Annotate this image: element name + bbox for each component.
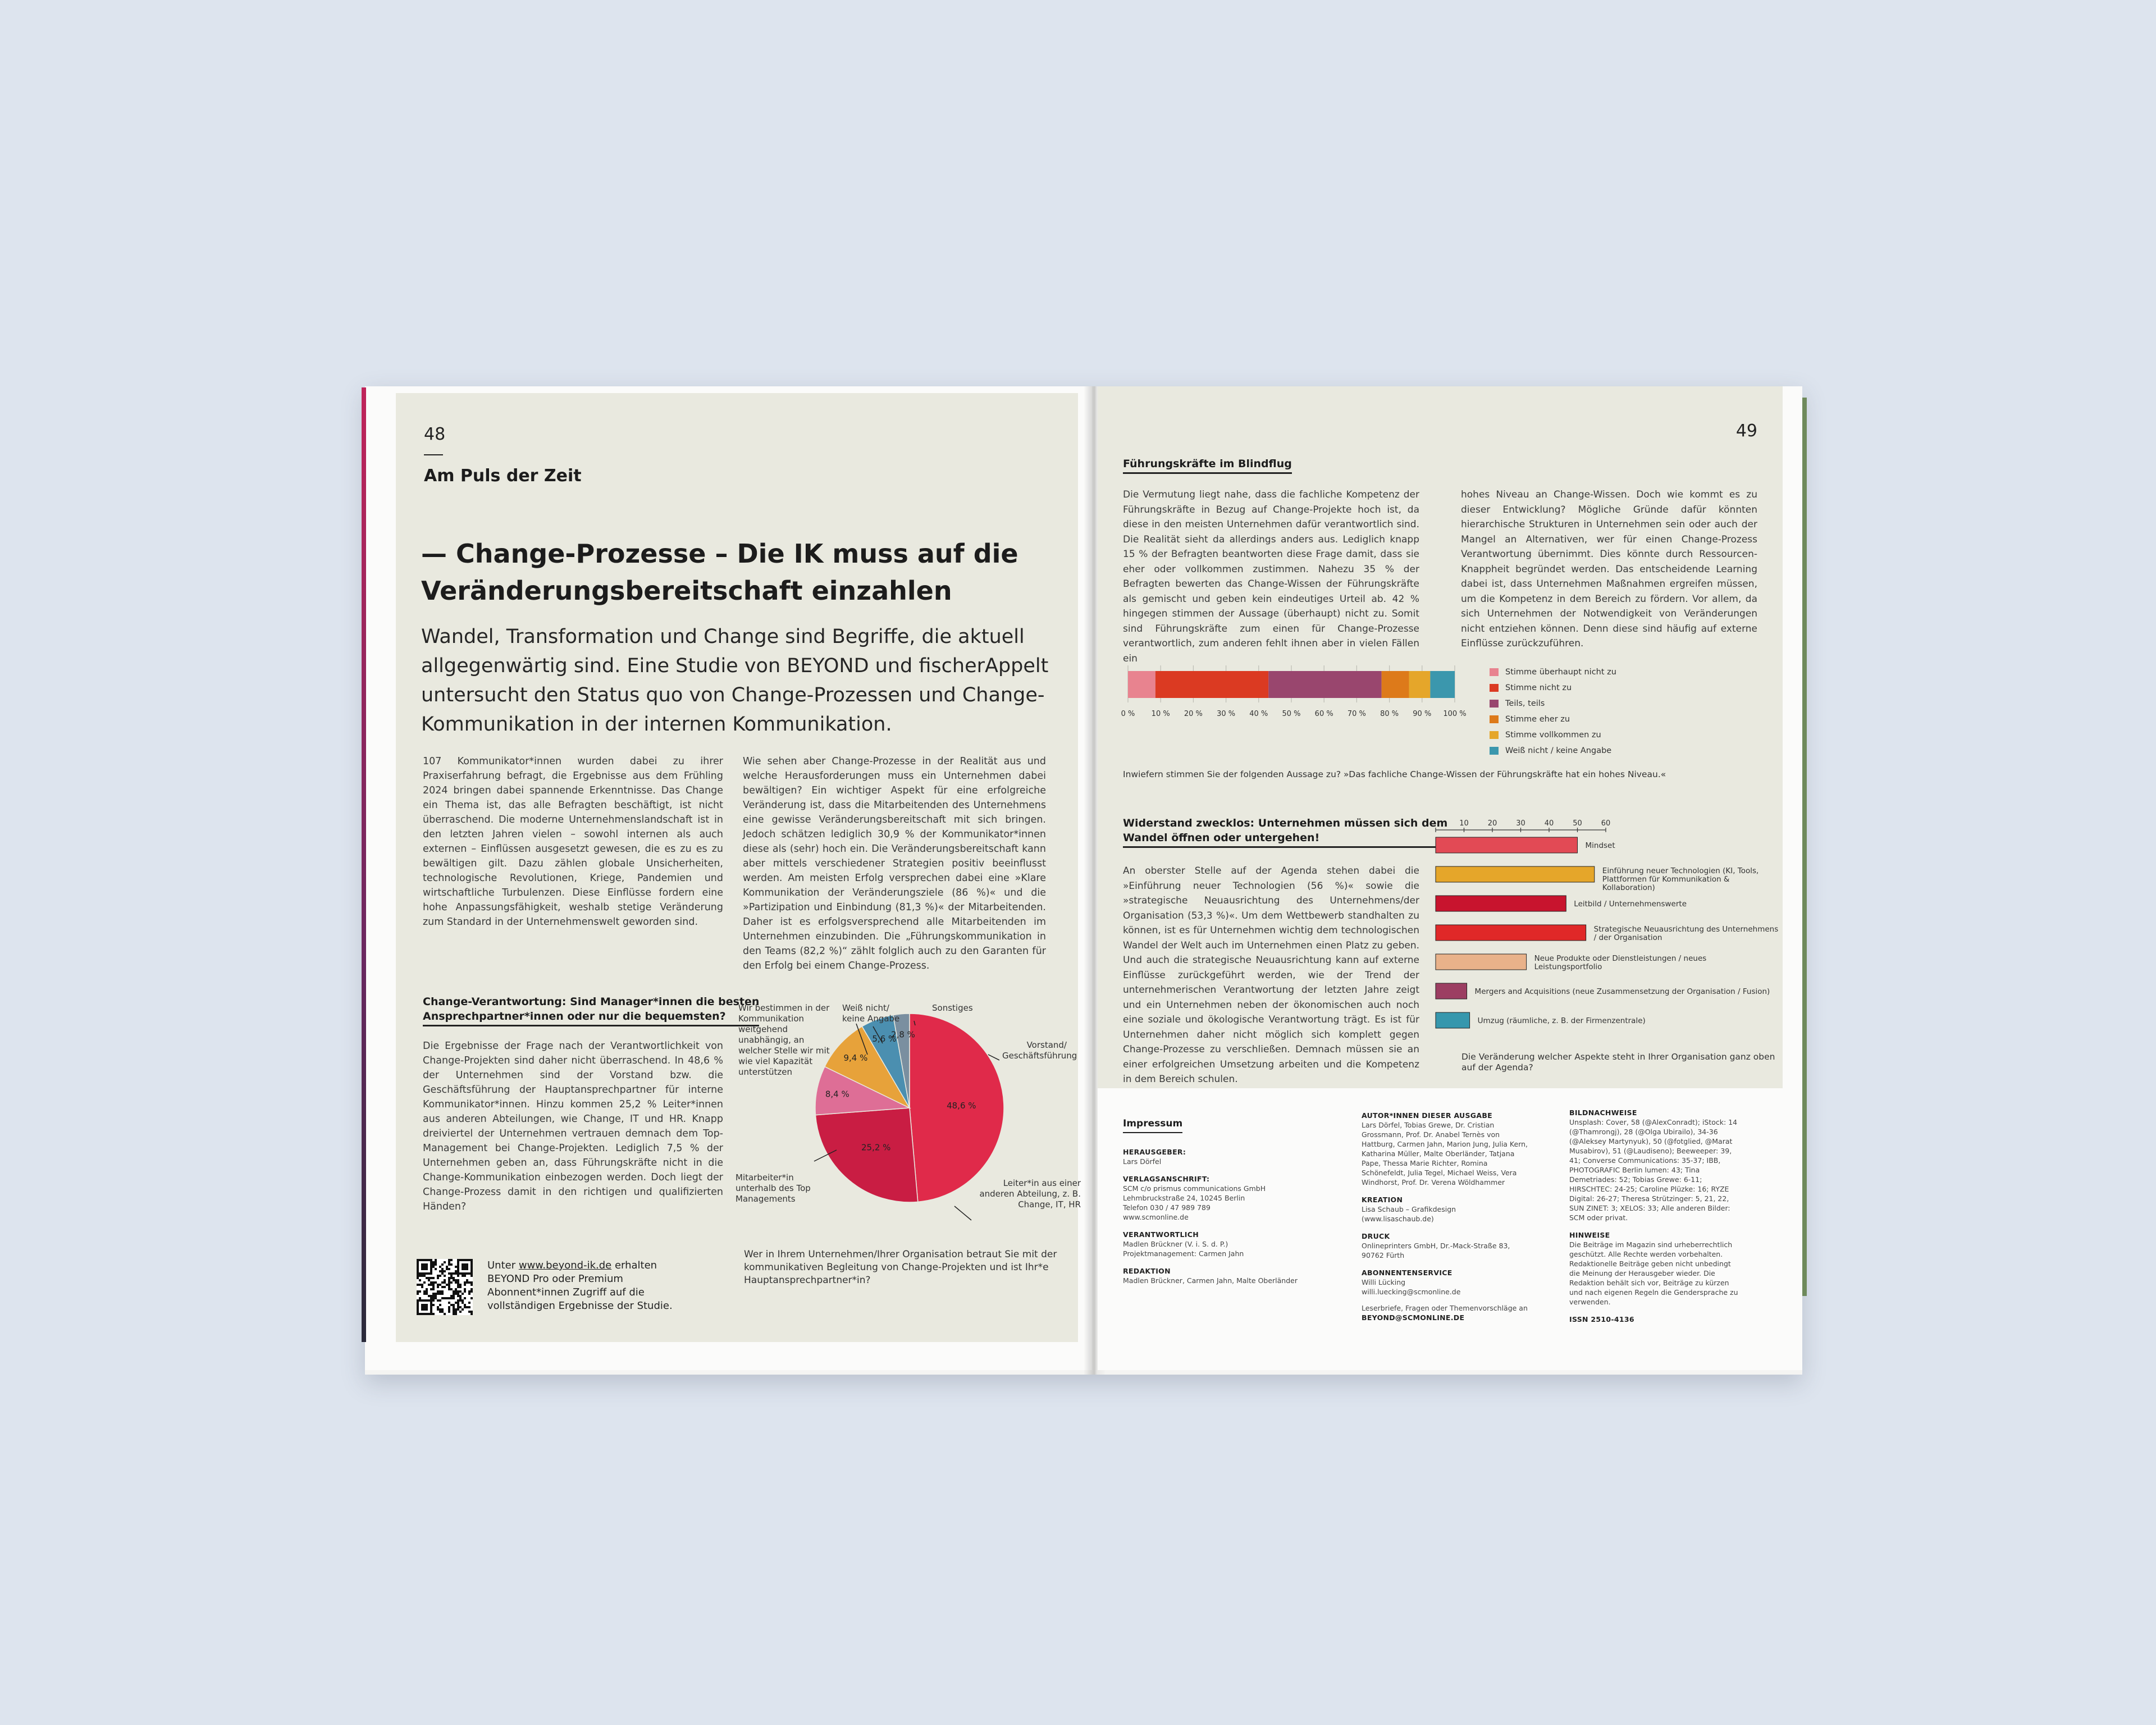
hbar-bar — [1436, 983, 1467, 999]
horizontal-bar-chart — [1435, 819, 1783, 1052]
qr-text-rest: erhalten BEYOND Pro oder Premium Abonnent*innen Zugriff auf die vollständigen Ergebnisse der Studie. — [487, 1259, 673, 1312]
subheading-line-2: Ansprechpartner*innen oder nur die bequemsten? — [423, 1010, 726, 1023]
value: www.scmonline.de — [1123, 1213, 1189, 1221]
pie-label-mitarbeiter: Mitarbeiter*in unterhalb des Top Managements — [736, 1172, 811, 1204]
legend-swatch — [1490, 731, 1499, 739]
right-page — [1098, 386, 1802, 1370]
tick-label: 40 — [1544, 819, 1554, 828]
label: DRUCK — [1362, 1232, 1390, 1240]
pie-label-vorstand: Vorstand/ Geschäftsführung — [1002, 1040, 1077, 1061]
label: KREATION — [1362, 1195, 1403, 1204]
stack-legend — [1490, 667, 1616, 761]
subheading-line-2: Wandel öffnen oder untergehen! — [1123, 832, 1320, 844]
stack-segment — [1409, 671, 1431, 698]
tick-label: 30 % — [1217, 710, 1236, 718]
label: VERANTWORTLICH — [1123, 1230, 1199, 1239]
qr-text — [487, 1259, 673, 1313]
title-line-2: Veränderungsbereitschaft einzahlen — [421, 576, 952, 606]
subheading-change-responsibility — [423, 994, 759, 1026]
stack-segment — [1382, 671, 1409, 698]
qr-code — [417, 1259, 473, 1315]
body-column-1: 107 Kommunikator*innen wurden dabei zu ihrer Praxiserfahrung befragt, die Ergebnisse aus dem Frühling 2024 bringen dabei spannende Erkenntnisse. Das Change ein Thema ist, das alle Befragten beschäftigt, ist nicht überraschend. Die moderne Unternehmenslandschaft ist in den letzten Jahren vielen – sowohl internen als auch externen – Einflüssen ausgesetzt gewesen, die es zu es zu bewältigen gilt. Dazu zählen globale Unsicherheiten, technologische Revolutionen, Kriege, Pandemien und wirtschaftliche Turbulenzen. Diese Einflüsse fordern eine hohe Anpassungsfähigkeit, weshalb stetige Veränderung zum Standard in der Unternehmenswelt geworden sind. — [423, 756, 723, 928]
title-line-1: — Change-Prozesse – Die IK muss auf die — [421, 539, 1018, 569]
value: SCM c/o prismus communications GmbH — [1123, 1184, 1266, 1193]
value: Lars Dörfel — [1123, 1157, 1162, 1166]
hbar-category-label: Mindset — [1585, 841, 1615, 850]
legend-item — [1490, 746, 1616, 756]
hbar-category-label: / der Organisation — [1593, 933, 1662, 942]
legend-swatch — [1490, 700, 1499, 708]
impressum-col-2 — [1362, 1111, 1530, 1322]
value: Telefon 030 / 47 989 789 — [1123, 1203, 1211, 1212]
hbar-category-label: Kollaboration) — [1602, 883, 1655, 892]
stacked-bar-chart — [1121, 664, 1467, 720]
body-column-2: Wie sehen aber Change-Prozesse in der Realität aus und welche Herausforderungen muss ein Unternehmen dabei bewältigen? Ein wichtiger Aspekt für eine erfolgreiche Veränderung ist, dass die Mitarbeitenden des Unternehmens eine gewisse Veränderungsbereitschaft mit sich bringen. Jedoch schätzen lediglich 30,9 % der Kommunikator*innen diese als (sehr) hoch ein. Die Veränderungsbereitschaft kann aber mittels verschiedener Strategien positiv beeinflusst werden. Am meisten Erfolg versprechen dabei eine »Klare Kommunikation der Veränderungsziele (86 %)« und die »Partizipation und Einbindung (81,3 %)« der Mitarbeitenden. Daher ist es erfolgsversprechend alle Mitarbeitenden im Unternehmen einzubinden. Die „Führungskommunikation in den Teams (82,2 %)“ zählt folglich auch zu den Garanten für den Erfolg bei einem Change-Prozess. — [743, 756, 1046, 971]
label: BILDNACHWEISE — [1569, 1108, 1637, 1117]
page-number: 49 — [1735, 421, 1757, 441]
value: Leserbriefe, Fragen oder Themenvorschläge an — [1362, 1304, 1528, 1312]
beyond-link[interactable]: www.beyond-ik.de — [518, 1259, 612, 1271]
label: ABONNENTENSERVICE — [1362, 1268, 1452, 1277]
tick-label: 100 % — [1443, 710, 1467, 718]
subheading-line-1: Change-Verantwortung: Sind Manager*innen die besten — [423, 996, 760, 1008]
pie-question: Wer in Ihrem Unternehmen/Ihrer Organisation betraut Sie mit der kommunikativen Begleitung von Change-Projekten und ist Ihr*e Hauptansprechpartner*in? — [744, 1249, 1057, 1286]
stack-segment — [1268, 671, 1381, 698]
tick-label: 60 % — [1314, 710, 1333, 718]
hbar-category-label: Leistungsportfolio — [1534, 962, 1602, 971]
legend-item — [1490, 683, 1616, 693]
tick-label: 90 % — [1413, 710, 1432, 718]
hbar-category-label: Leitbild / Unternehmenswerte — [1574, 900, 1687, 909]
value: Willi Lücking — [1362, 1278, 1406, 1286]
tick-label: 50 — [1573, 819, 1582, 828]
pie-value-label: 2,8 % — [891, 1029, 915, 1040]
qr-text-prefix: Unter — [487, 1259, 519, 1271]
subheading-widerstand — [1123, 816, 1447, 848]
legend-swatch — [1490, 668, 1499, 676]
value: Die Beiträge im Magazin sind urheberrechtlich geschützt. Alle Rechte werden vorbehalten. Redaktionelle Beiträge geben nicht unbedingt die Meinung der Herausgeber wieder. Die Redaktion behält sich vor, Beiträge zu kürzen und nach eigenen Regeln die Gendersprache zu verwenden. — [1569, 1240, 1738, 1306]
value: Madlen Brückner, Carmen Jahn, Malte Oberländer — [1123, 1276, 1298, 1285]
pie-label-weiss-nicht: Weiß nicht/ keine Angabe — [842, 1003, 900, 1024]
page-edge-left — [362, 387, 366, 1342]
hbar-bar — [1436, 925, 1586, 941]
legend-swatch — [1490, 684, 1499, 692]
pie-label-unabhaengig: Wir bestimmen in der Kommunikation weitgehend unabhängig, an welcher Stelle wir mit wie viel Kapazität unterstützen — [738, 1003, 830, 1077]
hbar-category-label: Strategische Neuausrichtung des Unternehmens — [1593, 925, 1779, 934]
hbar-bar — [1436, 896, 1566, 911]
article-title — [421, 535, 1050, 609]
legend-label: Stimme nicht zu — [1505, 683, 1572, 692]
hbar-category-label: Plattformen für Kommunikation & — [1602, 875, 1730, 884]
legend-label: Stimme überhaupt nicht zu — [1505, 668, 1616, 677]
tick-label: 50 % — [1282, 710, 1301, 718]
body-column-3: Die Ergebnisse der Frage nach der Verantwortlichkeit von Change-Projekten sind daher nicht überraschend. In 48,6 % der Unternehmen sind der Vorstand bzw. die Geschäftsführung der Hauptansprechpartner für interne Kommunikator*innen. Hinzu kommen 25,2 % Leiter*innen aus anderen Abteilungen, wie Change, IT und HR. Knapp dreiviertel der Unternehmen vertrauen demnach dem Top-Management bei Change-Projekten. Lediglich 7,5 % der Unternehmen geben an, dass Führungskräfte nicht in die Change-Kommunikation einbezogen werden. Doch liegt der Change-Prozess damit in den richtigen und qualifizierten Händen? — [423, 1041, 723, 1212]
label: VERLAGSANSCHRIFT: — [1123, 1175, 1210, 1183]
legend-item — [1490, 699, 1616, 709]
hbar-bar — [1436, 954, 1527, 970]
hbar-bar — [1436, 866, 1595, 882]
hbar-category-label: Umzug (räumliche, z. B. der Firmenzentrale) — [1477, 1016, 1646, 1025]
tick-label: 40 % — [1249, 710, 1268, 718]
page-number: 48 — [424, 425, 446, 444]
pie-value-label: 48,6 % — [947, 1100, 976, 1111]
legend-label: Stimme vollkommen zu — [1505, 731, 1601, 740]
hbar-question: Die Veränderung welcher Aspekte steht in Ihrer Organisation ganz oben auf der Agenda? — [1461, 1052, 1775, 1073]
email-link[interactable]: BEYOND@SCMONLINE.DE — [1362, 1313, 1465, 1322]
email-link[interactable]: willi.luecking@scmonline.de — [1362, 1288, 1461, 1296]
hbar-category-label: Einführung neuer Technologien (KI, Tools, — [1602, 866, 1759, 875]
legend-item — [1490, 667, 1616, 677]
issn: ISSN 2510-4136 — [1569, 1315, 1634, 1324]
hbar-category-label: Neue Produkte oder Dienstleistungen / neues — [1534, 954, 1707, 963]
body-column-6: An oberster Stelle auf der Agenda stehen dabei die »Einführung neuer Technologien (56 %)« sowie die »strategische Neuausrichtung des Unternehmens/der Organisation (53,3 %)«. Um dem Wettbewerb standhalten zu können, ist es für Unternehmen wichtig dem technologischen Wandel der Welt auch im Unternehmen einen Platz zu geben. Und auch die strategische Neuausrichtung kann auf externe Einflüsse zurückgeführt werden, wie der Trend der unternehmerischen Verantwortung der letzten Jahre zeigt und ein Unternehmen neben der ökonomischen auch noch eine soziale und ökologische Verantwortung trägt. Es ist für Unternehmen daher nicht möglich sich komplett gegen Change-Prozesse zu verschließen. Demnach müssen sie an einer erfolgreichen Umsetzung arbeiten und die Kompetenz in dem Bereich schulen. — [1123, 865, 1419, 1085]
legend-item — [1490, 730, 1616, 740]
divider — [424, 454, 443, 455]
tick-label: 0 % — [1121, 710, 1135, 718]
tick-label: 60 — [1601, 819, 1611, 828]
stack-segment — [1128, 671, 1155, 698]
lead-paragraph: Wandel, Transformation und Change sind Begriffe, die aktuell allgegenwärtig sind. Eine Studie von BEYOND und fischerAppelt untersucht den Status quo von Change-Prozessen und Change-Kommunikation in der internen Kommunikation. — [421, 626, 1049, 736]
impressum-col-3 — [1569, 1108, 1743, 1324]
hbar-bar — [1436, 1012, 1470, 1028]
page-edge-right — [1802, 398, 1807, 1296]
pie-label-sonstiges: Sonstiges — [932, 1003, 973, 1013]
pie-value-label: 5,6 % — [872, 1033, 897, 1044]
label: HERAUSGEBER: — [1123, 1148, 1186, 1156]
label: HINWEISE — [1569, 1231, 1610, 1239]
legend-label: Weiß nicht / keine Angabe — [1505, 746, 1612, 755]
subheading-line-1: Widerstand zwecklos: Unternehmen müssen sich dem — [1123, 817, 1448, 829]
body-column-4: Die Vermutung liegt nahe, dass die fachliche Kompetenz der Führungskräfte in Bezug auf Change-Projekte hoch ist, da diese in den meisten Unternehmen dafür verantwortlich sind. Die Realität sieht da allerdings anders aus. Lediglich knapp 15 % der Befragten beantworten diese Frage damit, dass sie eher oder vollkommen zustimmen. Nahezu 35 % der Befragten bewerten das Change-Wissen der Führungskräfte als gemischt und geben kein eindeutiges Urteil ab. 42 % hingegen stimmen der Aussage (überhaupt) nicht zu. Somit sind Führungskräfte zum einen für Change-Prozesse verantwortlich, zum anderen fehlt ihnen aber in vielen Fällen ein — [1123, 489, 1419, 664]
value: Madlen Brückner (V. i. S. d. P.) — [1123, 1240, 1228, 1248]
pie-label-leiter: Leiter*in aus einer anderen Abteilung, z. B. Change, IT, HR — [979, 1178, 1081, 1210]
pie-slice-leiter — [815, 1108, 917, 1202]
subheading-blindflug: Führungskräfte im Blindflug — [1123, 457, 1292, 474]
impressum-col-1 — [1123, 1147, 1308, 1285]
left-page — [365, 386, 1092, 1370]
section-title: Am Puls der Zeit — [424, 466, 582, 486]
tick-label: 20 % — [1184, 710, 1203, 718]
stack-segment — [1430, 671, 1455, 698]
stack-question: Inwiefern stimmen Sie der folgenden Aussage zu? »Das fachliche Change-Wissen der Führungskräfte hat ein hohes Niveau.« — [1123, 769, 1666, 779]
value: Lars Dörfel, Tobias Grewe, Dr. Cristian Grossmann, Prof. Dr. Anabel Ternès von Hattburg, Carmen Jahn, Marion Jung, Julia Kern, Katharina Müller, Malte Oberländer, Tatjana Pape, Thessa Marie Richter, Romina Schönefeldt, Julia Tegel, Michael Weiss, Vera Windhorst, Prof. Dr. Verena Wöldhammer — [1362, 1121, 1528, 1186]
pie-value-label: 8,4 % — [825, 1089, 849, 1099]
legend-swatch — [1490, 747, 1499, 755]
label: AUTOR*INNEN DIESER AUSGABE — [1362, 1111, 1493, 1120]
magazine-spread — [365, 386, 1802, 1375]
legend-swatch — [1490, 715, 1499, 723]
hbar-bar — [1436, 837, 1578, 853]
legend-label: Teils, teils — [1505, 699, 1545, 708]
value: Lisa Schaub – Grafikdesign (www.lisaschaub.de) — [1362, 1205, 1456, 1223]
tick-label: 10 % — [1151, 710, 1170, 718]
legend-label: Stimme eher zu — [1505, 715, 1570, 724]
stack-segment — [1155, 671, 1268, 698]
tick-label: 80 % — [1380, 710, 1399, 718]
tick-label: 30 — [1516, 819, 1525, 828]
tick-label: 70 % — [1347, 710, 1366, 718]
value: Projektmanagement: Carmen Jahn — [1123, 1249, 1244, 1258]
body-column-5: hohes Niveau an Change-Wissen. Doch wie kommt es zu dieser Entwicklung? Mögliche Gründe dafür könnten hierarchische Strukturen in Unternehmen sein oder auch der Mangel an Alternativen, wer für einen Change-Prozess Verantwortung übernimmt. Dies könnte durch Ressourcen-Knappheit begründet werden. Das entscheidende Learning dabei ist, dass Unternehmen Maßnahmen ergreifen müssen, um die Kompetenz in dem Bereich zu fördern. Vor allem, da sich Unternehmen der Notwendigkeit von Veränderungen nicht entziehen können. Denn diese sind häufig auf externe Einflüsse zurückzuführen. — [1461, 489, 1757, 649]
pie-value-label: 25,2 % — [861, 1142, 891, 1153]
value: Lehmbruckstraße 24, 10245 Berlin — [1123, 1194, 1245, 1202]
legend-item — [1490, 714, 1616, 724]
tick-label: 10 — [1459, 819, 1469, 828]
impressum-title: Impressum — [1123, 1116, 1182, 1133]
hbar-category-label: Mergers and Acquisitions (neue Zusammensetzung der Organisation / Fusion) — [1474, 987, 1770, 996]
label: REDAKTION — [1123, 1267, 1171, 1275]
pie-value-label: 9,4 % — [843, 1052, 868, 1063]
value: Unsplash: Cover, 58 (@AlexConradt); iStock: 14 (@Thamrongj), 28 (@Olga Ubirailo), 34-36 (@Aleksey Martynyuk), 50 (@fotglied, @Marat Musabirov), 51 (@Laudiseno); Beeweeper: 39, 41; Converse Communications: 35-37; IBB, PHOTOGRAFIC Berlin lumen: 43; Tina Demetriades: 52; Tobias Grewe: 6-11; HIRSCHTEC: 24-25; Caroline Plüzke: 16; RYZE Digital: 26-27; Theresa Strützinger: 5, 21, 22, SUN ZINET: 3; XELOS: 33; Alle anderen Bilder: SCM oder privat. — [1569, 1118, 1738, 1222]
tick-label: 20 — [1487, 819, 1497, 828]
value: Onlineprinters GmbH, Dr.-Mack-Straße 83, 90762 Fürth — [1362, 1242, 1510, 1259]
